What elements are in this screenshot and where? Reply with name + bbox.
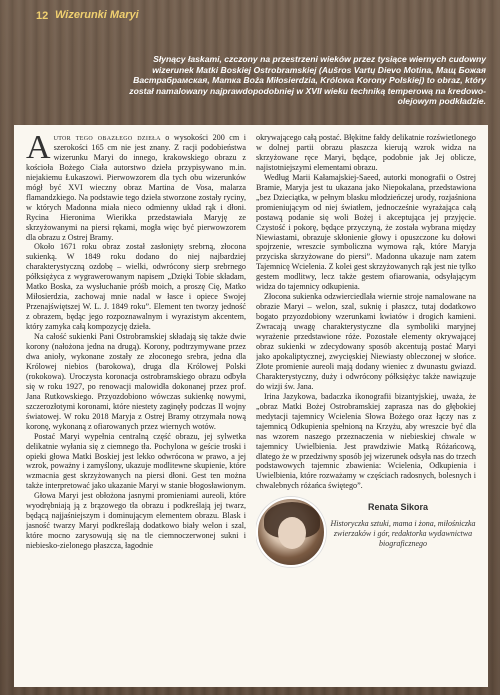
author-bio: Historyczka sztuki, mama i żona, miłośniczka zwierzaków i gór, redaktorka wydawnictwa biograficznego	[330, 519, 476, 548]
article-column-right	[256, 133, 476, 679]
section-title: Wizerunki Maryi	[55, 9, 139, 21]
article-paragraph: Według Marii Kałamajskiej-Saeed, autorki monografii o Ostrej Bramie, Maryja jest tu ukazana jako Niepokalana, przedstawiona „bez Dzieciątka, w pełnym blasku młodzieńczej urody, rozjaśniona promieniującym od niej światłem, jednocześnie wyrażająca całą postawą podanie się woli Bożej i akceptująca jej przyjęcie. Czystość i pokorę, będące przyczyną, że została wybrana między Niewiastami, obrazuje skłonienie głowy i opuszczone ku dołowi spojrzenie, wreszcie symboliczna wymowa rąk, które Maryja przyciska skrzyżowane do piersi”. Madonna ukazuje nam zatem Tajemnicę Wcielenia. Z kolei gest skrzyżowanych rąk jest nie tylko gestem modlitwy, lecz także gestem ofiarowania, odsyłającym widza do tajemnicy odkupienia.	[256, 172, 476, 292]
article-paragraph: okrywającego całą postać. Błękitne fałdy delikatnie rozświetlonego w dolnej partii obrazu płaszcza kierują wzrok widza na skrzyżowane ręce Maryi, będące, podobnie jak Jej oblicze, najistotniejszymi elementami obrazu.	[256, 133, 476, 172]
page-number: 12	[36, 10, 49, 22]
article-paragraph: Złocona sukienka odzwierciedlała wiernie stroje namalowane na obrazie Maryi – welon, szal, suknię i płaszcz, tutaj dodatkowo bogato przyozdobiony wzerunkami kwiatów i drogich kamieni. Zwracają uwagę charakterystyczne dla symboliki maryjnej wyrażenie przedstawione róże. Pozostałe elementy okrywającej obraz sukienki w zdecydowany sposób akcentują postać Maryi jako apokaliptycznej, zwycięskiej Niewiasty obleczonej w słońce. Złote promienie aureoli mają dodany wieniec z dwunastu gwiazd. Charakterystyczny, duży i odwrócony półksiężyc także nawiązuje do wizji św. Jana.	[256, 292, 476, 391]
author-box	[256, 497, 476, 609]
paragraph-text: o wysokości 200 cm i szerokości 165 cm nie jest znany. Z racji podobieństwa wizerunku Maryi do innego, krakowskiego obrazu z kościoła Bożego Ciała autorstwo dzieła przypisywano m.in. niejakiemu Łukaszowi. Pierwowzorem dla tych obu wizerunków mógł być XVI wieczny obraz Martina de Vosa, malarza flamandzkiego. Na podstawie tego dzieła stworzone zostały ryciny, w których Madonna miała nieco odmienny układ rąk i dłoni. Rycina Hieronima Wierikka przedstawiała Maryję ze skrzyżowanymi na piersi rękami, mogła więc być pierwowzorem dla obrazu z Ostrej Bramy.	[26, 133, 246, 242]
avatar-face	[278, 517, 306, 549]
author-avatar	[256, 497, 326, 567]
article-paragraph: Postać Maryi wypełnia centralną część obrazu, jej sylwetka delikatnie wyłania się z ciemnego tła. Pochylona w geście troski i opieki głowa Matki Boskiej jest lekko odwrócona w prawo, a jej wzrok, poważny i zamyślony, ukazuje modlitewne skupienie, które wzmacnia gest skrzyżowanych na piersi dłoni. Gest ten można także interpretować jako ukazanie Maryi w stanie błogosławionym.	[26, 431, 246, 491]
article-column-left	[26, 133, 246, 679]
lead-in: utor tego obazłego dzieła	[53, 133, 161, 142]
article-paragraph: Około 1671 roku obraz został zasłonięty srebrną, złocona sukienką. W 1849 roku dodano do niej najbardziej charakterystyczną ozdobę – wielki, odwrócony sierp srebrnego półksiężyca z wygrawerowanym napisem „Dzięki Tobie składam, Matko Boska, za wysłuchanie próśb moich, a proszę Cię, Matko Miłosierdzia, zachowaj mnie nadal w łasce i opiece Swojej Przenajświętszej W. L. J. 1849 roku”. Element ten tworzy jedność z obrazem, będąc jego rozpoznawalnym i wyrazistym akcentem, który zamyka całą kompozycję dzieła.	[26, 242, 246, 332]
drop-cap: A	[26, 133, 51, 166]
image-caption: Słynący łaskami, czczony na przestrzeni wieków przez tysiące wiernych cudowny wizerunek Matki Boskiej Ostrobramskiej (Aušros Vartų Dievo Motina, Мащ Божая Вастрабрамская, Матка Boża Міłosierdzia, Królowa Korony Polskiej) to obraz, który został namalowany najprawdopodobniej w XVII wieku techniką temperową na kredowo-olejowym podkładzie.	[129, 54, 486, 107]
article-paragraph: Głowa Maryi jest obłożona jasnymi promieniami aureoli, które wyodrębniają ją z brązowego tła obrazu i podkreślają jej twarz, będącą najjaśniejszym i dominującym elementem obrazu. Blask i jasność twarzy Maryi podkreślają dodatkowo biały welon i szal, które mocno zarysowują się na tle ciemnoczerwonej sukni i niebiesko-zielonego płaszcza, łagodnie	[26, 491, 246, 551]
article-paragraph	[26, 133, 246, 242]
article-paragraph: Na całość sukienki Pani Ostrobramskiej składają się także dwie korony (nałożona jedna na drugą). Korony, podtrzymywane przez dwa anioły, wykonane zostały ze złoconego srebra, jedna dla Królowej niebios (barokowa), druga dla Królowej Polski (rokokowa). Uroczysta koronacja ostrobramskiego obrazu odbyła się w roku 1927, po renowacji malowidła dokonanej przez prof. Jana Rutkowskiego. Przyozdobiono wówczas sukienkę nowymi, szczerozłotymi koronami, które niestety zaginęły podczas II wojny światowej. W roku 2018 Maryja z Ostrej Bramy otrzymała nową koronę, wykonaną z ofiarowanych przez wiernych wotów.	[26, 332, 246, 431]
author-name: Renata Sikora	[368, 502, 429, 513]
header-bar	[0, 0, 500, 38]
article-panel	[14, 125, 488, 687]
article-paragraph: Irina Jazykowa, badaczka ikonografii bizantyjskiej, uważa, że „obraz Matki Bożej Ostrobramskiej zaprasza nas do głębokiej medytacji tajemnicy Wcielenia Słowa Bożego oraz łączy nas z tajemnicą Odkupienia spełnioną na Krzyżu, aby wreszcie być dla nas wzorem naszego przeznaczenia w niebieskiej chwale w tajemnicy Uwielbienia. Jest prawdziwie Matką Różańcową, dlatego że w przedziwny sposób jej wizerunek odsyła nas do trzech podstawowych tajemnic zbawienia: Wcielenia, Odkupienia i Uwielbienia, które rozważamy w częściach radosnych, bolesnych i chwalebnych różańca świętego”.	[256, 391, 476, 491]
